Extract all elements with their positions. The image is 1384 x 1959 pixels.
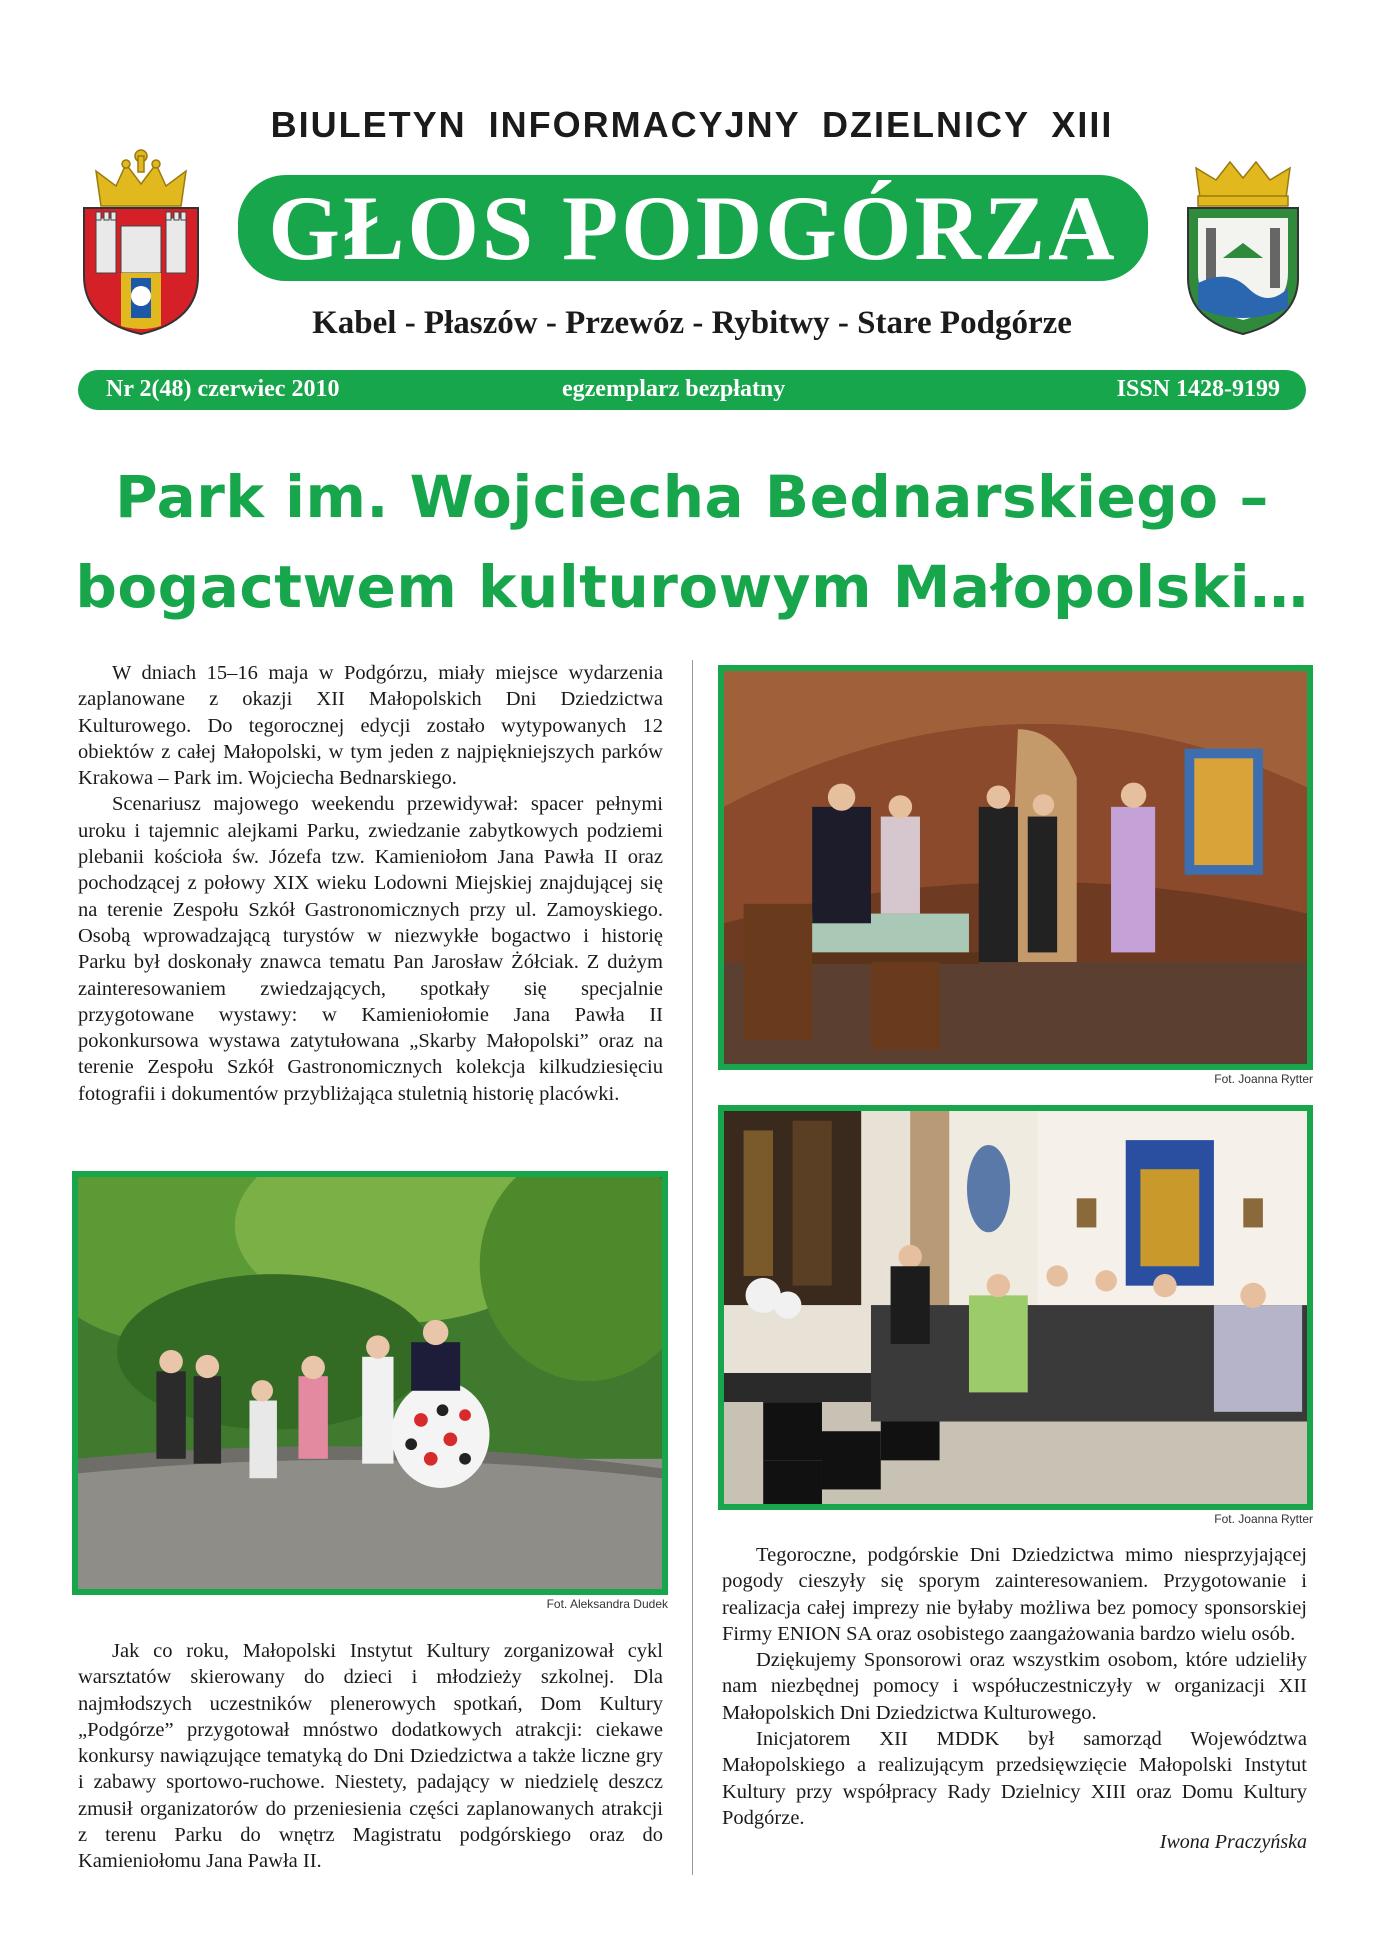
issn-label: ISSN 1428-9199	[1116, 376, 1280, 402]
right-column	[722, 1542, 1307, 1854]
free-copy-label: egzemplarz bezpłatny	[562, 376, 786, 402]
church-interior-photo	[718, 1105, 1313, 1510]
left-column-bottom	[78, 1638, 663, 1875]
left-column-top	[78, 660, 663, 1107]
masthead-title: GŁOS PODGÓRZA	[268, 177, 1118, 279]
headline-line-1: Park im. Wojciecha Bednarskiego –	[115, 463, 1269, 531]
church-photo-caption: Fot. Joanna Rytter	[1214, 1512, 1313, 1526]
column-divider	[692, 660, 693, 1875]
issue-number: Nr 2(48) czerwiec 2010	[106, 376, 340, 402]
headline-line-2: bogactwem kulturowym Małopolski…	[75, 553, 1309, 621]
author-signature: Iwona Praczyńska	[1159, 1831, 1307, 1854]
article-paragraph: Jak co roku, Małopolski Instytut Kultury zorganizował cykl warsztatów skierowany do dzieci i młodzieży szkolnej. Dla najmłodszych uczestników plenerowych spotkań, Dom Kultury „Podgórze” przygotował mnóstwo dodatkowych atrakcji: ciekawe konkursy nawiązujące tematyką do Dni Dziedzictwa a także liczne gry i zabawy sportowo-ruchowe. Niestety, padający w niedzielę deszcz zmusił organizatorów do przeniesienia części zaplanowanych atrakcji z terenu Parku do wnętrz Magistratu podgórskiego oraz do Kamieniołomu Jana Pawła II.	[78, 1640, 663, 1873]
article-paragraph: Scenariusz majowego weekendu przewidywał: spacer pełnymi uroku i tajemnic alejkami Parku, zwiedzanie zabytkowych podziemi plebanii kościoła św. Józefa tzw. Kamieniołom Jana Pawła II oraz pochodzącej z połowy XIX wieku Lodowni Miejskiej znajdującej się na terenie Zespołu Szkół Gastronomicznych przy ul. Zamoyskiego. Osobą wprowadzającą turystów w niezwykłe bogactwo i historię Parku był doskonały znawca tematu Pan Jarosław Żółciak. Z dużym zainteresowaniem zwiedzających, spotkały się specjalnie przygotowane wystawy: w Kamieniołomie Jana Pawła II pokonkursowa wystawa zatytułowana „Skarby Małopolski” oraz na terenie Zespołu Szkół Gastronomicznych kolekcja kilkudziesięciu fotografii i dokumentów przybliżająca stuletnią historię placówki.	[78, 793, 663, 1105]
issue-info-bar	[78, 370, 1306, 410]
article-paragraph: W dniach 15–16 maja w Podgórzu, miały miejsce wydarzenia zaplanowane z okazji XII Małopolskich Dni Dziedzictwa Kulturowego. Do tegorocznej edycji zostało wytypowanych 12 obiektów z całej Małopolski, w tym jeden z najpiękniejszych parków Krakowa – Park im. Wojciecha Bednarskiego.	[78, 662, 663, 790]
cellar-exhibition-photo	[718, 665, 1313, 1070]
masthead-banner	[238, 175, 1148, 281]
districts-subtitle: Kabel - Płaszów - Przewóz - Rybitwy - Stare Podgórze	[312, 305, 1072, 341]
bulletin-title: BIULETYN INFORMACYJNY DZIELNICY XIII	[270, 104, 1114, 145]
article-paragraph: Tegoroczne, podgórskie Dni Dziedzictwa mimo niesprzyjającej pogody cieszyły się sporym zainteresowaniem. Przygotowanie i realizacja całej imprezy nie byłaby możliwa bez pomocy sponsorskiej Firmy ENION SA oraz osobistego zaangażowania bardzo wielu osób.	[722, 1544, 1307, 1645]
park-photo-caption: Fot. Aleksandra Dudek	[546, 1597, 668, 1611]
article-paragraph: Dziękujemy Sponsorowi oraz wszystkim osobom, które udzieliły nam niezbędnej pomocy i współuczestniczyły w organizacji XII Małopolskich Dni Dziedzictwa Kulturowego.	[722, 1649, 1307, 1724]
park-photo	[72, 1171, 668, 1595]
article-paragraph: Inicjatorem XII MDDK był samorząd Województwa Małopolskiego a realizującym przedsięwzięcie Małopolski Instytut Kultury przy współpracy Rady Dzielnicy XIII oraz Domu Kultury Podgórze.	[722, 1728, 1307, 1829]
cellar-photo-caption: Fot. Joanna Rytter	[1214, 1072, 1313, 1086]
